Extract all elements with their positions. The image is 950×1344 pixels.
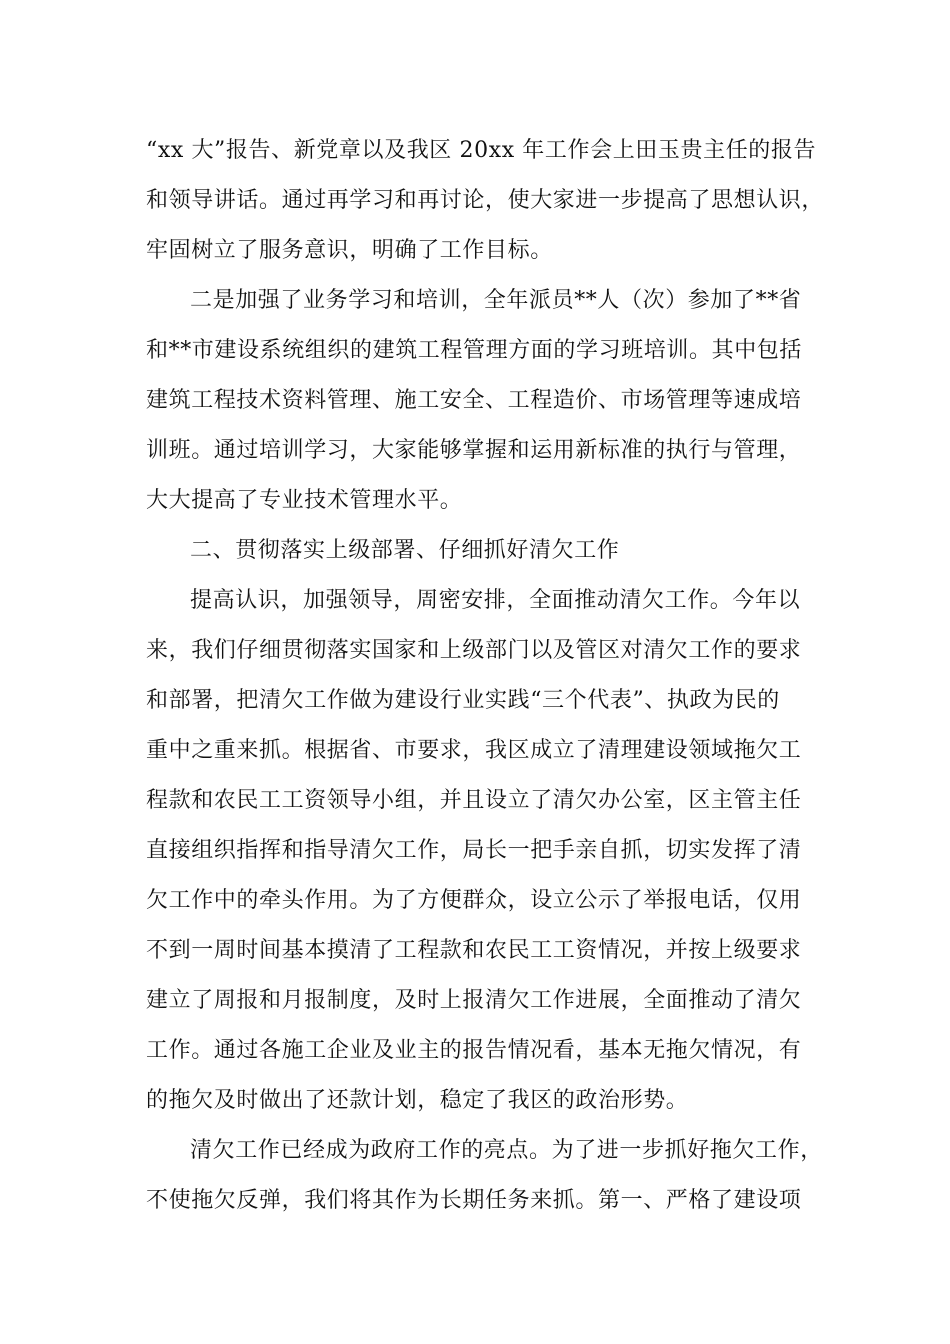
- paragraph-first-line: 提高认识，加强领导，周密安排，全面推动清欠工作。今年以: [190, 588, 801, 613]
- section-heading: 二、贯彻落实上级部署、仔细抓好清欠工作: [190, 538, 620, 563]
- text-line: 建筑工程技术资料管理、施工安全、工程造价、市场管理等速成培: [146, 388, 802, 413]
- paragraph-first-line: 二是加强了业务学习和培训，全年派员**人（次）参加了**省: [190, 288, 802, 313]
- text-line: 来，我们仔细贯彻落实国家和上级部门以及管区对清欠工作的要求: [146, 638, 802, 663]
- text-line: 建立了周报和月报制度，及时上报清欠工作进展，全面推动了清欠: [146, 988, 802, 1013]
- text-line: 和领导讲话。通过再学习和再讨论，使大家进一步提高了思想认识，: [146, 188, 825, 213]
- text-line: 大大提高了专业技术管理水平。: [146, 488, 463, 513]
- text-line: 重中之重来抓。根据省、市要求，我区成立了清理建设领域拖欠工: [146, 738, 802, 763]
- text-line: 和部署，把清欠工作做为建设行业实践“三个代表”、执政为民的: [146, 688, 780, 713]
- text-line: 不到一周时间基本摸清了工程款和农民工工资情况，并按上级要求: [146, 938, 802, 963]
- text-line: 欠工作中的牵头作用。为了方便群众，设立公示了举报电话，仅用: [146, 888, 802, 913]
- paragraph-first-line: 清欠工作已经成为政府工作的亮点。为了进一步抓好拖欠工作，: [190, 1138, 823, 1163]
- text-line: 训班。通过培训学习，大家能够掌握和运用新标准的执行与管理，: [146, 438, 802, 463]
- text-line: 和**市建设系统组织的建筑工程管理方面的学习班培训。其中包括: [146, 338, 803, 363]
- text-line: 程款和农民工工资领导小组，并且设立了清欠办公室，区主管主任: [146, 788, 802, 813]
- text-line: “xx 大”报告、新党章以及我区 20xx 年工作会上田玉贵主任的报告: [146, 138, 817, 163]
- text-line: 工作。通过各施工企业及业主的报告情况看，基本无拖欠情况，有: [146, 1038, 802, 1063]
- text-line: 的拖欠及时做出了还款计划，稳定了我区的政治形势。: [146, 1088, 689, 1113]
- text-line: 不使拖欠反弹，我们将其作为长期任务来抓。第一、严格了建设项: [146, 1188, 802, 1213]
- text-line: 牢固树立了服务意识，明确了工作目标。: [146, 238, 553, 263]
- text-line: 直接组织指挥和指导清欠工作，局长一把手亲自抓，切实发挥了清: [146, 838, 802, 863]
